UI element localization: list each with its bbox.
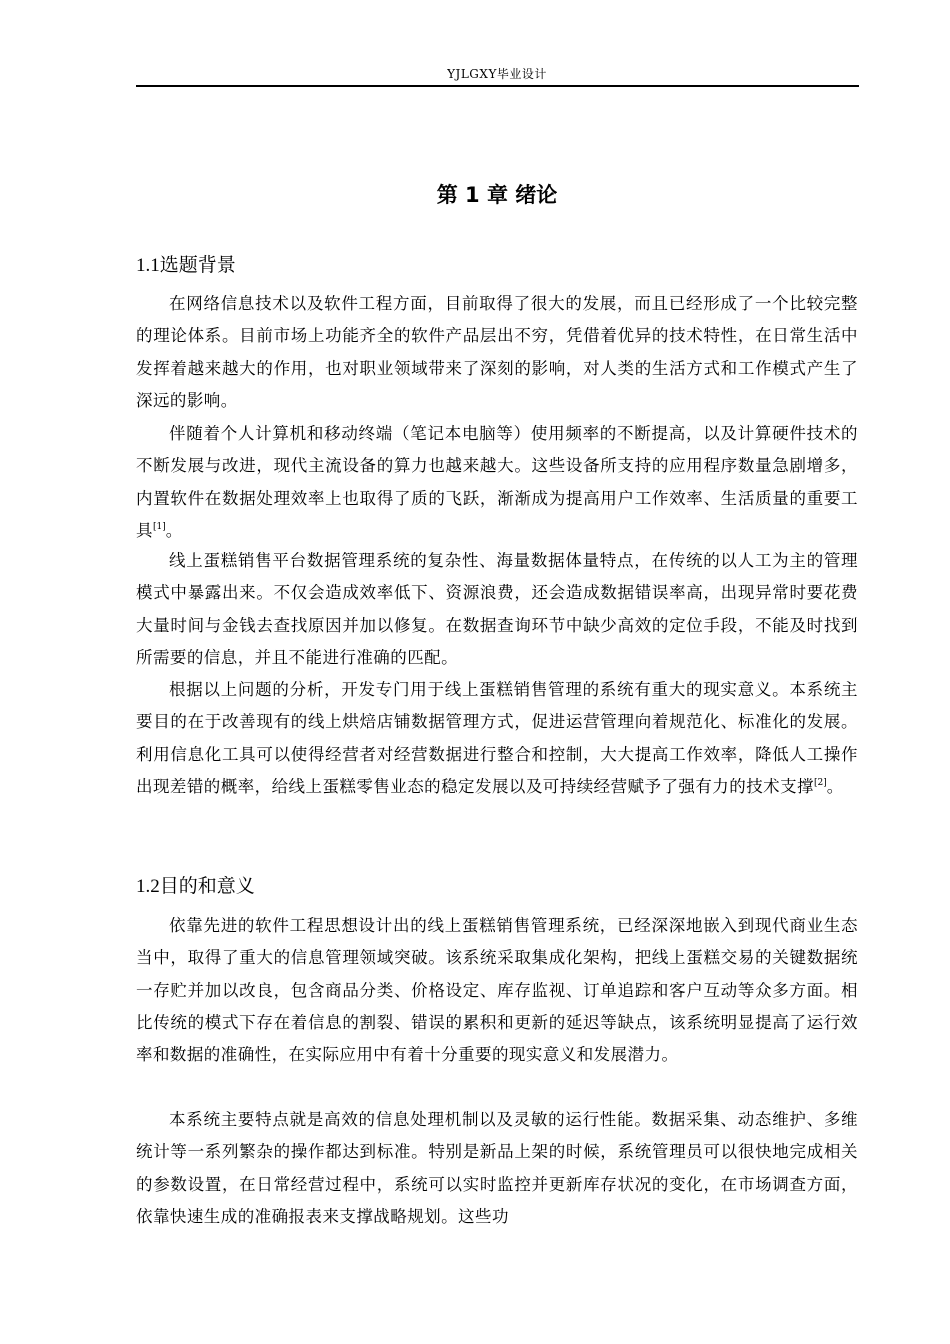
- paragraph-text: 线上蛋糕销售平台数据管理系统的复杂性、海量数据体量特点，在传统的以人工为主的管理模式中暴露出来。不仅会造成效率低下、资源浪费，还会造成数据错误率高，出现异常时要花费大量时间与金钱去查找原因并加以修复。在数据查询环节中缺少高效的定位手段，不能及时找到所需要的信息，并且不能进行准确的匹配。: [136, 551, 858, 667]
- paragraph: [136, 418, 858, 547]
- paragraph: [136, 545, 858, 674]
- section-title-text: 目的和意义: [159, 875, 255, 897]
- paragraph-text: 本系统主要特点就是高效的信息处理机制以及灵敏的运行性能。数据采集、动态维护、多维统计等一系列繁杂的操作都达到标准。特别是新品上架的时候，系统管理员可以很快地完成相关的参数设置，在日常经营过程中，系统可以实时监控并更新库存状况的变化，在市场调查方面，依靠快速生成的准确报表来支撑战略规划。这些功: [136, 1110, 858, 1226]
- paragraph: [136, 288, 858, 417]
- paragraph: [136, 674, 858, 803]
- citation-ref: [2]: [814, 777, 827, 788]
- section-number: 1.2: [136, 876, 160, 897]
- paragraph: [136, 910, 858, 1071]
- section-heading-1-2: [136, 872, 858, 901]
- paragraph-text: 根据以上问题的分析，开发专门用于线上蛋糕销售管理的系统有重大的现实意义。本系统主要目的在于改善现有的线上烘焙店铺数据管理方式，促进运营管理向着规范化、标准化的发展。利用信息化工具可以使得经营者对经营数据进行整合和控制，大大提高工作效率，降低人工操作出现差错的概率，给线上蛋糕零售业态的稳定发展以及可持续经营赋予了强有力的技术支撑: [136, 680, 858, 796]
- paragraph: [136, 1104, 858, 1233]
- chapter-title: 第 1 章 绪论: [436, 183, 558, 207]
- paragraph-text: 伴随着个人计算机和移动终端（笔记本电脑等）使用频率的不断提高，以及计算硬件技术的不断发展与改进，现代主流设备的算力也越来越大。这些设备所支持的应用程序数量急剧增多，内置软件在数据处理效率上也取得了质的飞跃，渐渐成为提高用户工作效率、生活质量的重要工具: [136, 424, 858, 540]
- running-header: YJLGXY毕业设计: [447, 67, 547, 81]
- paragraph-text: 在网络信息技术以及软件工程方面，目前取得了很大的发展，而且已经形成了一个比较完整的理论体系。目前市场上功能齐全的软件产品层出不穷，凭借着优异的技术特性，在日常生活中发挥着越来越大的作用，也对职业领域带来了深刻的影响，对人类的生活方式和工作模式产生了深远的影响。: [136, 294, 858, 410]
- citation-ref: [1]: [152, 521, 166, 532]
- paragraph-tail: 。: [826, 776, 844, 796]
- paragraph-text: 依靠先进的软件工程思想设计出的线上蛋糕销售管理系统，已经深深地嵌入到现代商业生态当中，取得了重大的信息管理领域突破。该系统采取集成化架构，把线上蛋糕交易的关键数据统一存贮并加以改良，包含商品分类、价格设定、库存监视、订单追踪和客户互动等众多方面。相比传统的模式下存在着信息的割裂、错误的累积和更新的延迟等缺点，该系统明显提高了运行效率和数据的准确性，在实际应用中有着十分重要的现实意义和发展潜力。: [136, 916, 858, 1065]
- section-number: 1.1: [136, 255, 160, 276]
- paragraph-tail: 。: [165, 520, 183, 540]
- section-heading-1-1: [136, 251, 858, 280]
- header-rule: [136, 85, 859, 87]
- section-title-text: 选题背景: [159, 254, 236, 276]
